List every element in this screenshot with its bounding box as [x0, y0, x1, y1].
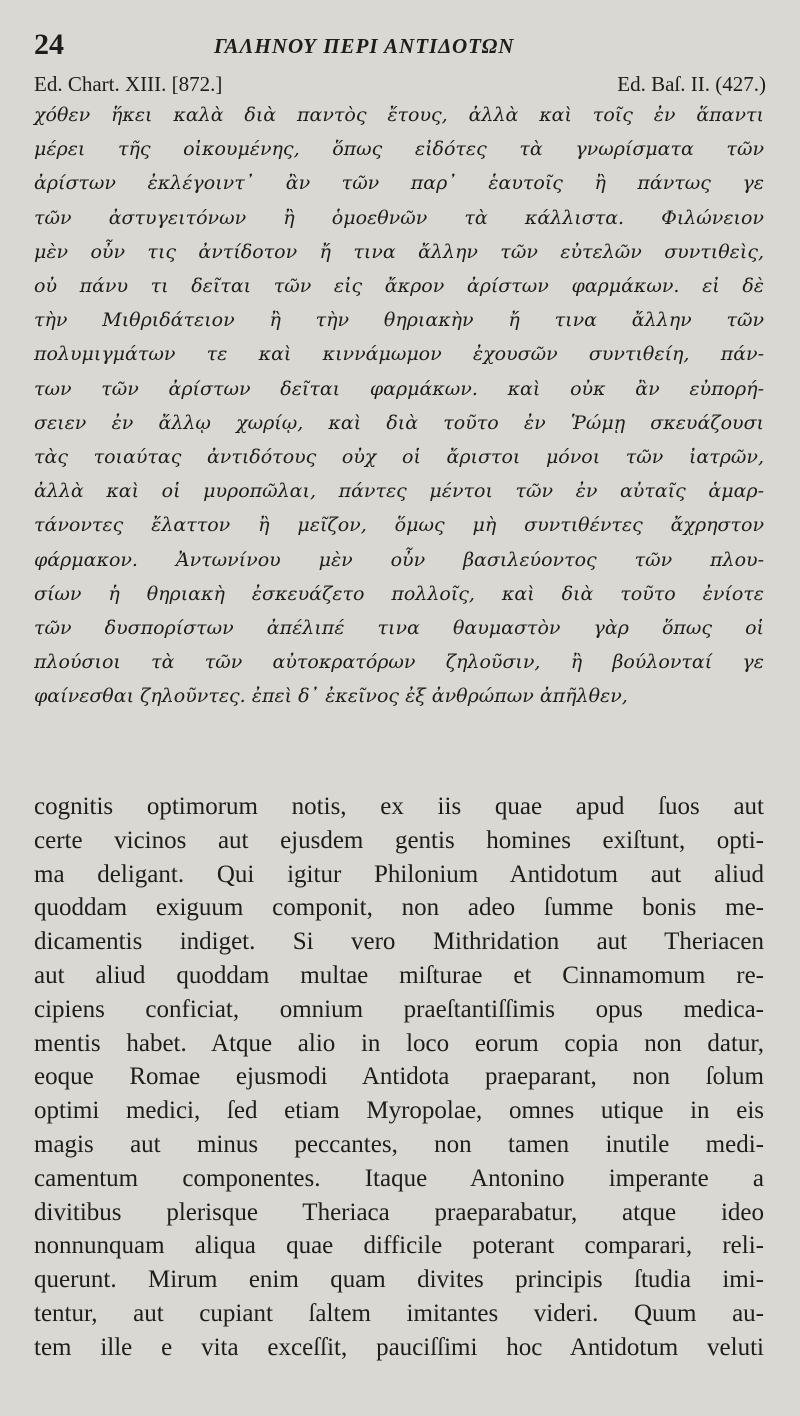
greek-line: φαίνεσθαι ζηλοῦντες. ἐπεὶ δ᾽ ἐκεῖνος ἐξ ἀνθρώπων ἀπῆλθεν,: [34, 685, 628, 708]
greek-line: σίων ἡ θηριακὴ ἐσκευάζετο πολλοῖς, καὶ διὰ τοῦτο ἐνίοτε: [34, 582, 764, 605]
latin-line: tem ille e vita exceſſit, pauciſſimi hoc Antidotum veluti: [34, 1333, 764, 1361]
greek-line: πολυμιγμάτων τε καὶ κιννάμωμον ἐχουσῶν συντιθείη, πάν-: [34, 343, 764, 366]
latin-line: eoque Romae ejusmodi Antidota praeparant, non ſolum: [34, 1063, 764, 1091]
greek-line: τὰς τοιαύτας ἀντιδότους οὐχ οἱ ἄριστοι μόνοι τῶν ἰατρῶν,: [34, 446, 764, 469]
latin-line: divitibus plerisque Theriaca praeparabatur, atque ideo: [34, 1198, 764, 1226]
greek-line: ἀρίστων ἐκλέγοιντ᾽ ἂν τῶν παρ᾽ ἑαυτοῖς ἢ πάντως γε: [34, 172, 764, 195]
latin-line: camentum componentes. Itaque Antonino imperante a: [34, 1164, 764, 1192]
greek-line: χόθεν ἥκει καλὰ διὰ παντὸς ἔτους, ἀλλὰ καὶ τοῖς ἐν ἅπαντι: [34, 104, 764, 126]
latin-text-block: [34, 790, 764, 1365]
greek-line: τῶν ἀστυγειτόνων ἢ ὁμοεθνῶν τὰ κάλλιστα. Φιλώνειον: [34, 206, 764, 229]
latin-line: tentur, aut cupiant ſaltem imitantes videri. Quum au-: [34, 1299, 764, 1327]
greek-line: ἀλλὰ καὶ οἱ μυροπῶλαι, πάντες μέντοι τῶν ἐν αὐταῖς ἁμαρ-: [34, 480, 764, 503]
greek-line: σειεν ἐν ἄλλῳ χωρίῳ, καὶ διὰ τοῦτο ἐν Ῥώμῃ σκευάζουσι: [34, 411, 764, 434]
greek-line: μέρει τῆς οἰκουμένης, ὅπως εἰδότες τὰ γνωρίσματα τῶν: [34, 138, 764, 161]
greek-line: πλούσιοι τὰ τῶν αὐτοκρατόρων ζηλοῦσιν, ἢ βούλονταί γε: [34, 651, 764, 674]
latin-line: dicamentis indiget. Si vero Mithridation aut Theriacen: [34, 928, 764, 956]
greek-line: των τῶν ἀρίστων δεῖται φαρμάκων. καὶ οὐκ ἂν εὐπορή-: [34, 377, 764, 400]
latin-line: querunt. Mirum enim quam divites principis ſtudia imi-: [34, 1266, 764, 1294]
latin-line: certe vicinos aut ejusdem gentis homines exiſtunt, opti-: [34, 826, 764, 854]
latin-line: optimi medici, ſed etiam Myropolae, omnes utique in eis: [34, 1097, 764, 1125]
greek-line: μὲν οὖν τις ἀντίδοτον ἤ τινα ἄλλην τῶν εὐτελῶν συντιθεὶς,: [34, 240, 764, 263]
greek-line: τῶν δυσπορίστων ἀπέλιπέ τινα θαυμαστὸν γὰρ ὅπως οἱ: [34, 617, 764, 640]
latin-line: aut aliud quoddam multae miſturae et Cinnamomum re-: [34, 961, 764, 989]
latin-line: cipiens conficiat, omnium praeſtantiſſimis opus medica-: [34, 995, 764, 1023]
latin-line: quoddam exiguum componit, non adeo ſumme bonis me-: [34, 894, 764, 922]
latin-line: magis aut minus peccantes, non tamen inutile medi-: [34, 1130, 764, 1158]
latin-line: mentis habet. Atque alio in loco eorum copia non datur,: [34, 1029, 764, 1057]
latin-line: ma deligant. Qui igitur Philonium Antidotum aut aliud: [34, 860, 764, 888]
greek-text-block: [34, 98, 764, 714]
latin-line: nonnunquam aliqua quae difficile poterant comparari, reli-: [34, 1232, 764, 1260]
greek-line: τὴν Μιθριδάτειον ἢ τὴν θηριακὴν ἤ τινα ἄλλην τῶν: [34, 309, 764, 332]
greek-line: τάνοντες ἔλαττον ἢ μεῖζον, ὅμως μὴ συντιθέντες ἄχρηστον: [34, 514, 764, 537]
edition-reference-right: Ed. Baſ. II. (427.): [617, 72, 766, 96]
running-title: ΓΑΛΗΝΟΥ ΠΕΡΙ ΑΝΤΙΔΟΤΩΝ: [214, 34, 515, 58]
greek-line: φάρμακον. Ἀντωνίνου μὲν οὖν βασιλεύοντος τῶν πλου-: [34, 548, 764, 571]
latin-line: cognitis optimorum notis, ex iis quae apud ſuos aut: [34, 793, 764, 820]
greek-line: οὐ πάνυ τι δεῖται τῶν εἰς ἄκρον ἀρίστων φαρμάκων. εἰ δὲ: [34, 275, 764, 298]
edition-reference-left: Ed. Chart. XIII. [872.]: [34, 72, 223, 96]
page-number: 24: [34, 28, 64, 61]
